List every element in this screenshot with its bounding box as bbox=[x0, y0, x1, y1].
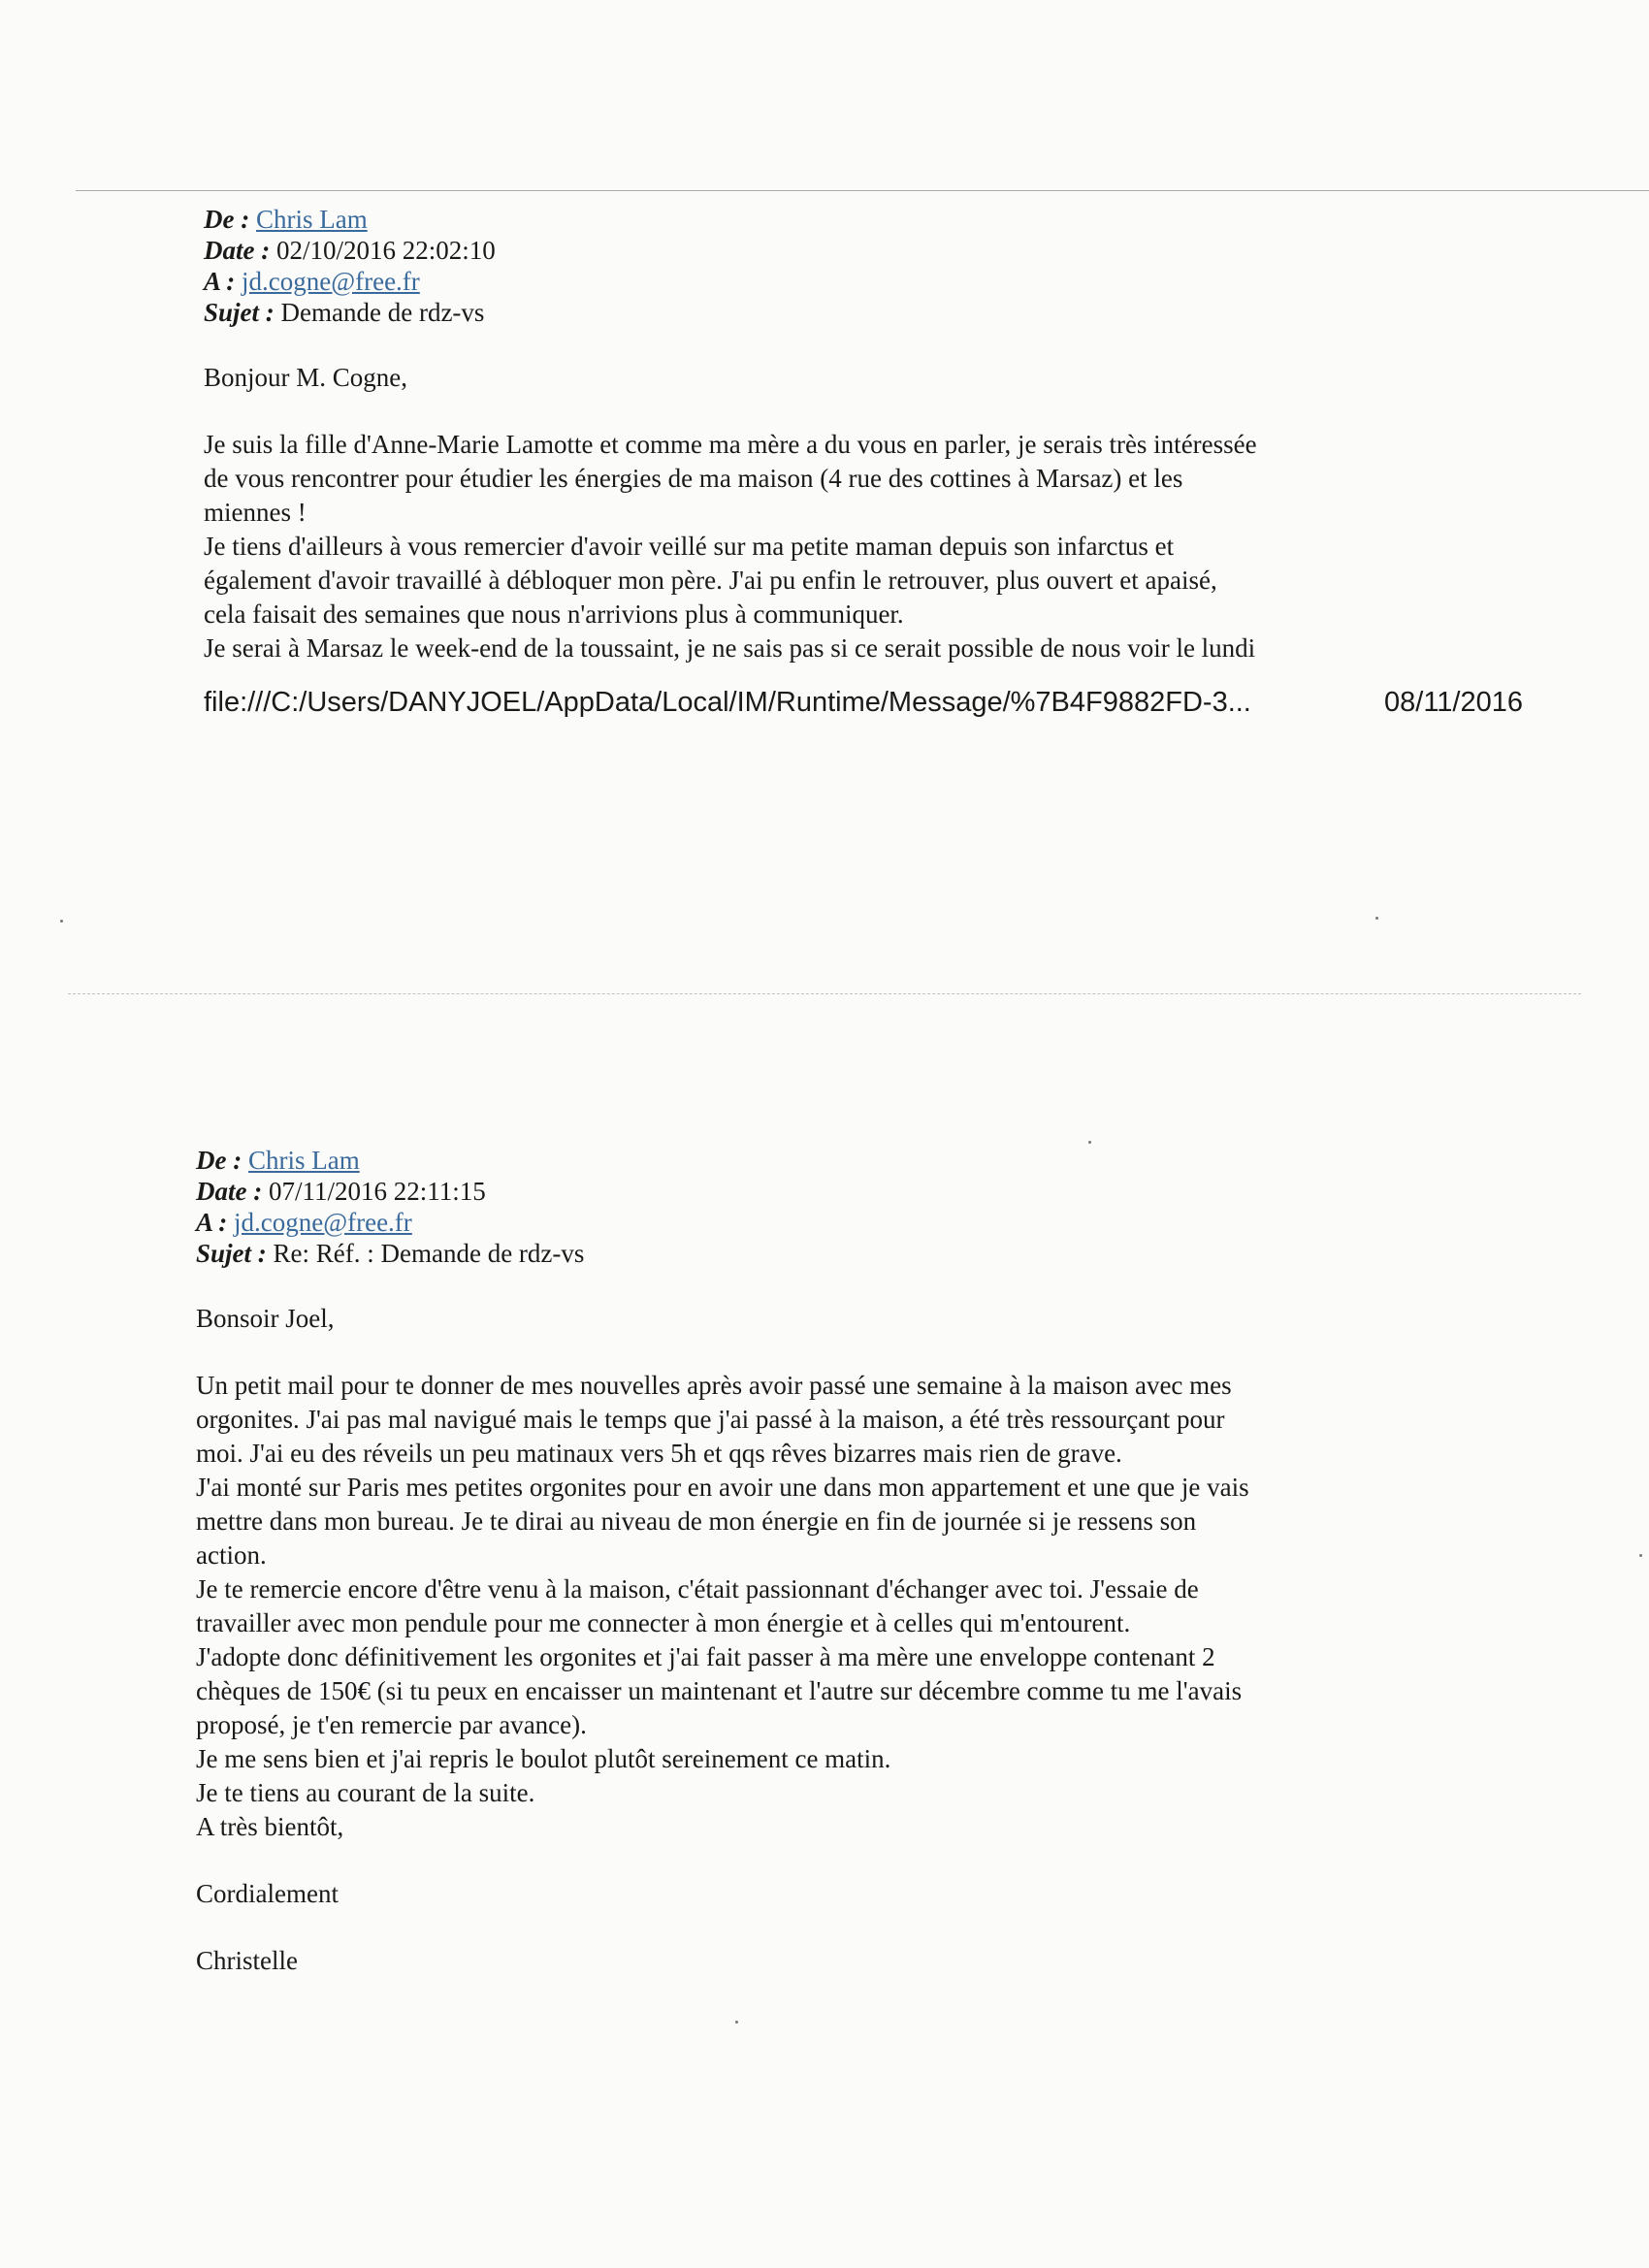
footer-path: file:///C:/Users/DANYJOEL/AppData/Local/IM/Runtime/Message/%7B4F9882FD-3... bbox=[204, 687, 1251, 718]
from-link[interactable]: Chris Lam bbox=[255, 205, 368, 234]
body-line: J'ai monté sur Paris mes petites orgonites pour en avoir une dans mon appartement et une que je vais bbox=[196, 1473, 1249, 1502]
greeting: Bonjour M. Cogne, bbox=[204, 363, 408, 392]
print-footer bbox=[204, 687, 1523, 719]
closing: Cordialement bbox=[196, 1879, 339, 1908]
body-line: Je te tiens au courant de la suite. bbox=[196, 1778, 535, 1807]
body-line: miennes ! bbox=[204, 498, 307, 527]
separator-line-top bbox=[76, 190, 1649, 191]
date-row: Date : 07/11/2016 22:11:15 bbox=[196, 1177, 486, 1206]
to-link[interactable]: jd.cogne@free.fr bbox=[242, 267, 420, 296]
body-line: A très bientôt, bbox=[196, 1812, 344, 1841]
body-line: mettre dans mon bureau. Je te dirai au niveau de mon énergie en fin de journée si je ressens son bbox=[196, 1507, 1197, 1536]
body-line: proposé, je t'en remercie par avance). bbox=[196, 1710, 587, 1739]
subject-value: Re: Réf. : Demande de rdz-vs bbox=[273, 1239, 585, 1268]
subject-value: Demande de rdz-vs bbox=[280, 298, 485, 327]
greeting: Bonsoir Joel, bbox=[196, 1304, 335, 1333]
body-line: orgonites. J'ai pas mal navigué mais le temps que j'ai passé à la maison, a été très ressourçant pour bbox=[196, 1405, 1225, 1434]
body-line: Je suis la fille d'Anne-Marie Lamotte et comme ma mère a du vous en parler, je serais très intéressée bbox=[204, 430, 1257, 459]
body-line: Je te remercie encore d'être venu à la maison, c'était passionnant d'échanger avec toi. J'essaie de bbox=[196, 1574, 1199, 1604]
date-value: 07/11/2016 22:11:15 bbox=[268, 1177, 486, 1206]
body-line: Je tiens d'ailleurs à vous remercier d'avoir veillé sur ma petite maman depuis son infarctus et bbox=[204, 532, 1175, 561]
scan-speck bbox=[1088, 1141, 1091, 1144]
scan-speck bbox=[735, 2021, 738, 2024]
body-line: chèques de 150€ (si tu peux en encaisser un maintenant et l'autre sur décembre comme tu me l'avais bbox=[196, 1676, 1243, 1705]
email-message-1 bbox=[204, 204, 1542, 665]
from-link[interactable]: Chris Lam bbox=[247, 1146, 360, 1175]
body-line: cela faisait des semaines que nous n'arrivions plus à communiquer. bbox=[204, 599, 904, 629]
body-line: Je serai à Marsaz le week-end de la toussaint, je ne sais pas si ce serait possible de nous voir le lundi bbox=[204, 633, 1256, 663]
body-line: de vous rencontrer pour étudier les énergies de ma maison (4 rue des cottines à Marsaz) et les bbox=[204, 464, 1183, 493]
from-row: De : Chris Lam bbox=[204, 205, 368, 234]
email-header-2 bbox=[196, 1145, 1544, 1269]
date-value: 02/10/2016 22:02:10 bbox=[275, 236, 496, 265]
email-body-1 bbox=[204, 361, 1542, 665]
body-line: moi. J'ai eu des réveils un peu matinaux vers 5h et qqs rêves bizarres mais rien de grave. bbox=[196, 1439, 1122, 1468]
email-message-2 bbox=[196, 1145, 1544, 1978]
email-body-2 bbox=[196, 1302, 1544, 1978]
from-row: De : Chris Lam bbox=[196, 1146, 360, 1175]
scan-speck bbox=[60, 920, 63, 923]
signature: Christelle bbox=[196, 1946, 298, 1975]
body-line: travailler avec mon pendule pour me connecter à mon énergie et à celles qui m'entourent. bbox=[196, 1608, 1131, 1637]
to-row: A : jd.cogne@free.fr bbox=[196, 1208, 412, 1237]
body-line: également d'avoir travaillé à débloquer mon père. J'ai pu enfin le retrouver, plus ouvert et apaisé, bbox=[204, 566, 1217, 595]
footer-date: 08/11/2016 bbox=[1384, 687, 1523, 718]
date-row: Date : 02/10/2016 22:02:10 bbox=[204, 236, 496, 265]
to-link[interactable]: jd.cogne@free.fr bbox=[234, 1208, 412, 1237]
to-row: A : jd.cogne@free.fr bbox=[204, 267, 420, 296]
scan-speck bbox=[1375, 917, 1378, 920]
email-header-1 bbox=[204, 204, 1542, 328]
body-line: J'adopte donc définitivement les orgonites et j'ai fait passer à ma mère une enveloppe contenant 2 bbox=[196, 1642, 1215, 1671]
subject-row: Sujet : Re: Réf. : Demande de rdz-vs bbox=[196, 1239, 585, 1268]
scan-speck bbox=[1639, 1554, 1642, 1557]
body-line: Un petit mail pour te donner de mes nouvelles après avoir passé une semaine à la maison avec mes bbox=[196, 1371, 1232, 1400]
body-line: Je me sens bien et j'ai repris le boulot plutôt sereinement ce matin. bbox=[196, 1744, 891, 1773]
subject-row: Sujet : Demande de rdz-vs bbox=[204, 298, 485, 327]
body-line: action. bbox=[196, 1540, 267, 1570]
separator-line-middle bbox=[68, 993, 1581, 994]
